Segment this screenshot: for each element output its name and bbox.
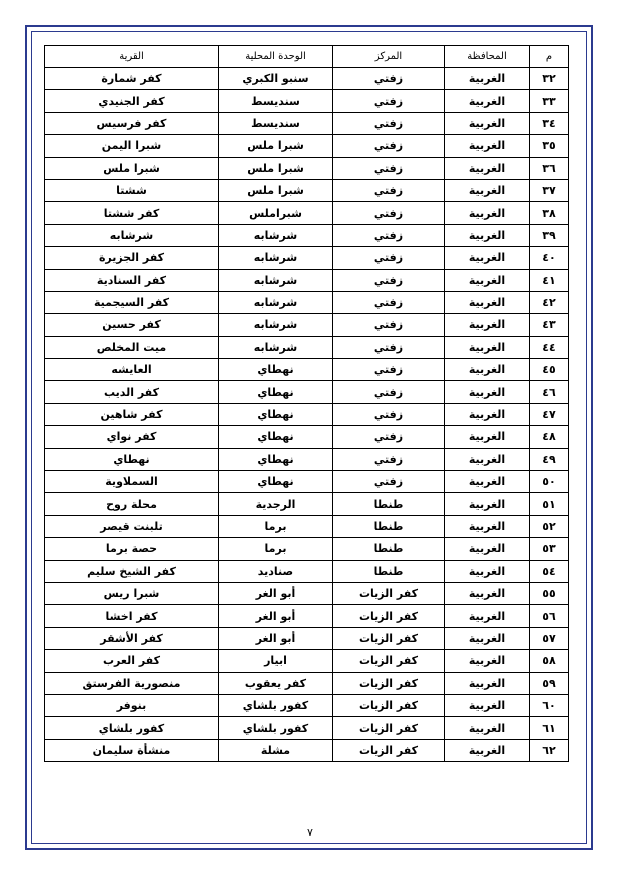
cell-center: زفتي — [333, 202, 445, 224]
cell-local-unit: نهطاي — [219, 448, 333, 470]
cell-governorate: الغربية — [445, 493, 530, 515]
cell-num: ٥٨ — [530, 650, 569, 672]
cell-center: زفتي — [333, 224, 445, 246]
cell-governorate: الغربية — [445, 314, 530, 336]
cell-governorate: الغربية — [445, 68, 530, 90]
cell-center: زفتي — [333, 359, 445, 381]
cell-village: شبرا ريس — [45, 582, 219, 604]
cell-governorate: الغربية — [445, 403, 530, 425]
cell-village: ميت المخلص — [45, 336, 219, 358]
cell-center: كفر الزيات — [333, 694, 445, 716]
cell-num: ٥٤ — [530, 560, 569, 582]
table-row — [45, 582, 569, 604]
cell-governorate: الغربية — [445, 582, 530, 604]
cell-center: زفتي — [333, 381, 445, 403]
cell-center: زفتي — [333, 247, 445, 269]
table-row — [45, 426, 569, 448]
cell-local-unit: سنديسط — [219, 90, 333, 112]
cell-village: العايشه — [45, 359, 219, 381]
cell-governorate: الغربية — [445, 471, 530, 493]
cell-governorate: الغربية — [445, 650, 530, 672]
cell-local-unit: كفور بلشاي — [219, 694, 333, 716]
cell-local-unit: برما — [219, 515, 333, 537]
cell-governorate: الغربية — [445, 739, 530, 761]
cell-num: ٦١ — [530, 717, 569, 739]
cell-center: كفر الزيات — [333, 717, 445, 739]
cell-governorate: الغربية — [445, 538, 530, 560]
cell-village: كفر شاهين — [45, 403, 219, 425]
cell-num: ٤٧ — [530, 403, 569, 425]
cell-local-unit: شرشابه — [219, 336, 333, 358]
table-row — [45, 224, 569, 246]
table-row — [45, 672, 569, 694]
cell-local-unit: شبرا ملس — [219, 135, 333, 157]
table-row — [45, 627, 569, 649]
cell-governorate: الغربية — [445, 717, 530, 739]
cell-village: كفر نواي — [45, 426, 219, 448]
cell-num: ٦٠ — [530, 694, 569, 716]
table-row — [45, 135, 569, 157]
cell-center: زفتي — [333, 336, 445, 358]
table-row — [45, 493, 569, 515]
cell-local-unit: كفور بلشاي — [219, 717, 333, 739]
table-row — [45, 605, 569, 627]
cell-num: ٤٤ — [530, 336, 569, 358]
cell-num: ٤٣ — [530, 314, 569, 336]
cell-local-unit: نهطاي — [219, 381, 333, 403]
header-governorate: المحافظة — [445, 46, 530, 68]
cell-center: زفتي — [333, 157, 445, 179]
cell-center: كفر الزيات — [333, 650, 445, 672]
cell-center: كفر الزيات — [333, 672, 445, 694]
cell-governorate: الغربية — [445, 179, 530, 201]
table-row — [45, 515, 569, 537]
cell-local-unit: نهطاي — [219, 359, 333, 381]
cell-village: كفر العرب — [45, 650, 219, 672]
table-header-row — [45, 46, 569, 68]
cell-center: كفر الزيات — [333, 739, 445, 761]
header-num: م — [530, 46, 569, 68]
cell-num: ٤٥ — [530, 359, 569, 381]
table-row — [45, 650, 569, 672]
cell-num: ٣٩ — [530, 224, 569, 246]
cell-governorate: الغربية — [445, 426, 530, 448]
cell-village: تلبنت قيصر — [45, 515, 219, 537]
cell-center: زفتي — [333, 403, 445, 425]
cell-num: ٣٢ — [530, 68, 569, 90]
cell-village: السملاوية — [45, 471, 219, 493]
cell-center: زفتي — [333, 269, 445, 291]
cell-center: طنطا — [333, 538, 445, 560]
header-village: القرية — [45, 46, 219, 68]
cell-num: ٥٥ — [530, 582, 569, 604]
cell-governorate: الغربية — [445, 247, 530, 269]
table-row — [45, 694, 569, 716]
cell-governorate: الغربية — [445, 202, 530, 224]
cell-center: زفتي — [333, 68, 445, 90]
cell-num: ٥٢ — [530, 515, 569, 537]
cell-num: ٣٧ — [530, 179, 569, 201]
cell-village: كفر حسين — [45, 314, 219, 336]
cell-num: ٤٢ — [530, 291, 569, 313]
cell-local-unit: كفر يعقوب — [219, 672, 333, 694]
cell-num: ٥٧ — [530, 627, 569, 649]
table-row — [45, 314, 569, 336]
cell-center: كفر الزيات — [333, 627, 445, 649]
cell-village: منصورية الفرستق — [45, 672, 219, 694]
cell-village: كفر الجنيدي — [45, 90, 219, 112]
cell-center: طنطا — [333, 493, 445, 515]
cell-num: ٣٣ — [530, 90, 569, 112]
table-row — [45, 538, 569, 560]
cell-center: زفتي — [333, 471, 445, 493]
cell-village: كفر السنادية — [45, 269, 219, 291]
table-row — [45, 179, 569, 201]
cell-num: ٣٤ — [530, 112, 569, 134]
cell-center: زفتي — [333, 314, 445, 336]
cell-governorate: الغربية — [445, 560, 530, 582]
table-row — [45, 448, 569, 470]
cell-governorate: الغربية — [445, 157, 530, 179]
cell-governorate: الغربية — [445, 135, 530, 157]
cell-num: ٤٦ — [530, 381, 569, 403]
cell-num: ٣٦ — [530, 157, 569, 179]
cell-local-unit: صناديد — [219, 560, 333, 582]
cell-local-unit: نهطاي — [219, 403, 333, 425]
villages-table — [44, 45, 569, 762]
cell-center: طنطا — [333, 560, 445, 582]
table-row — [45, 90, 569, 112]
cell-village: حصة برما — [45, 538, 219, 560]
table-row — [45, 359, 569, 381]
cell-num: ٤٩ — [530, 448, 569, 470]
table-row — [45, 381, 569, 403]
cell-village: بنوفر — [45, 694, 219, 716]
cell-num: ٤٨ — [530, 426, 569, 448]
cell-governorate: الغربية — [445, 90, 530, 112]
cell-center: زفتي — [333, 426, 445, 448]
table-row — [45, 717, 569, 739]
cell-local-unit: شرشابه — [219, 291, 333, 313]
cell-local-unit: نهطاي — [219, 471, 333, 493]
cell-local-unit: شرشابه — [219, 247, 333, 269]
cell-center: زفتي — [333, 448, 445, 470]
cell-governorate: الغربية — [445, 381, 530, 403]
cell-village: شرشابه — [45, 224, 219, 246]
cell-local-unit: الرجدية — [219, 493, 333, 515]
cell-village: كفر ششتا — [45, 202, 219, 224]
table-row — [45, 403, 569, 425]
cell-governorate: الغربية — [445, 694, 530, 716]
cell-local-unit: شرشابه — [219, 224, 333, 246]
table-row — [45, 157, 569, 179]
table-row — [45, 336, 569, 358]
cell-local-unit: شرشابه — [219, 314, 333, 336]
table-row — [45, 560, 569, 582]
cell-village: منشأة سليمان — [45, 739, 219, 761]
cell-governorate: الغربية — [445, 224, 530, 246]
table-row — [45, 269, 569, 291]
cell-governorate: الغربية — [445, 112, 530, 134]
cell-local-unit: شبرا ملس — [219, 157, 333, 179]
cell-num: ٥٣ — [530, 538, 569, 560]
cell-center: زفتي — [333, 135, 445, 157]
cell-governorate: الغربية — [445, 672, 530, 694]
cell-village: كفر الجزيرة — [45, 247, 219, 269]
cell-village: شبرا اليمن — [45, 135, 219, 157]
cell-local-unit: أبو الغر — [219, 605, 333, 627]
cell-governorate: الغربية — [445, 448, 530, 470]
cell-num: ٥١ — [530, 493, 569, 515]
cell-village: كفر السيجمية — [45, 291, 219, 313]
cell-local-unit: شبرا ملس — [219, 179, 333, 201]
cell-village: نهطاي — [45, 448, 219, 470]
cell-num: ٥٩ — [530, 672, 569, 694]
cell-village: شبرا ملس — [45, 157, 219, 179]
table-row — [45, 202, 569, 224]
cell-center: زفتي — [333, 179, 445, 201]
cell-village: كفر الشيخ سليم — [45, 560, 219, 582]
table-row — [45, 247, 569, 269]
cell-local-unit: سنبو الكبري — [219, 68, 333, 90]
cell-num: ٤١ — [530, 269, 569, 291]
cell-center: زفتي — [333, 90, 445, 112]
table-row — [45, 68, 569, 90]
cell-num: ٣٨ — [530, 202, 569, 224]
cell-center: زفتي — [333, 112, 445, 134]
header-center: المركز — [333, 46, 445, 68]
cell-local-unit: برما — [219, 538, 333, 560]
cell-village: محلة روح — [45, 493, 219, 515]
cell-local-unit: أبو الغر — [219, 627, 333, 649]
page-number: ٧ — [307, 826, 313, 839]
cell-num: ٥٦ — [530, 605, 569, 627]
table-row — [45, 291, 569, 313]
cell-governorate: الغربية — [445, 627, 530, 649]
cell-local-unit: ابيار — [219, 650, 333, 672]
cell-center: كفر الزيات — [333, 582, 445, 604]
cell-village: ششتا — [45, 179, 219, 201]
cell-local-unit: شرشابه — [219, 269, 333, 291]
cell-village: كفر فرسيس — [45, 112, 219, 134]
cell-local-unit: مشلة — [219, 739, 333, 761]
cell-village: كفور بلشاي — [45, 717, 219, 739]
cell-local-unit: سنديسط — [219, 112, 333, 134]
cell-num: ٦٢ — [530, 739, 569, 761]
cell-governorate: الغربية — [445, 269, 530, 291]
cell-village: كفر شمارة — [45, 68, 219, 90]
table-body — [45, 68, 569, 762]
header-local-unit: الوحدة المحلية — [219, 46, 333, 68]
cell-center: طنطا — [333, 515, 445, 537]
cell-governorate: الغربية — [445, 336, 530, 358]
cell-num: ٤٠ — [530, 247, 569, 269]
cell-num: ٥٠ — [530, 471, 569, 493]
cell-local-unit: شبراملس — [219, 202, 333, 224]
cell-governorate: الغربية — [445, 359, 530, 381]
cell-governorate: الغربية — [445, 515, 530, 537]
cell-village: كفر الأشقر — [45, 627, 219, 649]
table-row — [45, 739, 569, 761]
cell-center: زفتي — [333, 291, 445, 313]
cell-governorate: الغربية — [445, 291, 530, 313]
cell-local-unit: نهطاي — [219, 426, 333, 448]
table-row — [45, 112, 569, 134]
cell-village: كفر اخشا — [45, 605, 219, 627]
cell-local-unit: أبو الغر — [219, 582, 333, 604]
cell-village: كفر الديب — [45, 381, 219, 403]
cell-center: كفر الزيات — [333, 605, 445, 627]
cell-governorate: الغربية — [445, 605, 530, 627]
table-row — [45, 471, 569, 493]
cell-num: ٣٥ — [530, 135, 569, 157]
